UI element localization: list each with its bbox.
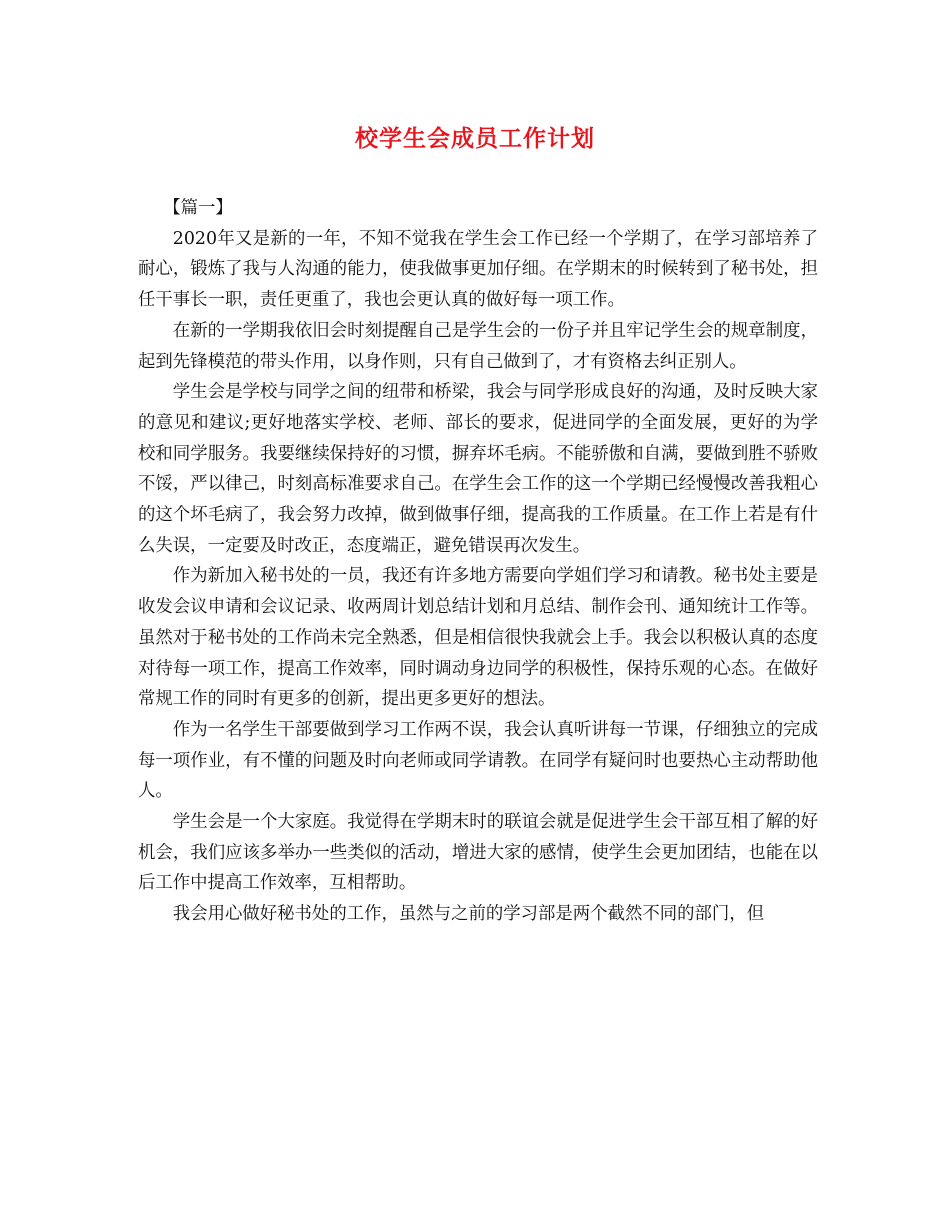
paragraph-5: 作为一名学生干部要做到学习工作两不误，我会认真听讲每一节课，仔细独立的完成每一项作业，有不懂的问题及时向老师或同学请教。在同学有疑问时也要热心主动帮助他人。 [138, 719, 818, 802]
document-body [138, 193, 818, 930]
paragraph-3: 学生会是学校与同学之间的纽带和桥梁，我会与同学形成良好的沟通，及时反映大家的意见和建议;更好地落实学校、老师、部长的要求，促进同学的全面发展，更好的为学校和同学服务。我要继续保持好的习惯，摒弃坏毛病。不能骄傲和自满，要做到胜不骄败不馁，严以律己，时刻高标准要求自己。在学生会工作的这一个学期已经慢慢改善我粗心的这个坏毛病了，我会努力改掉，做到做事仔细，提高我的工作质量。在工作上若是有什么失误，一定要及时改正，态度端正，避免错误再次发生。 [138, 382, 818, 556]
section-heading: 【篇一】 [163, 198, 233, 218]
paragraph-6: 学生会是一个大家庭。我觉得在学期末时的联谊会就是促进学生会干部互相了解的好机会，我们应该多举办一些类似的活动，增进大家的感情，使学生会更加团结，也能在以后工作中提高工作效率，互相帮助。 [138, 812, 818, 894]
paragraph-2: 在新的一学期我依旧会时刻提醒自己是学生会的一份子并且牢记学生会的规章制度，起到先锋模范的带头作用，以身作则，只有自己做到了，才有资格去纠正别人。 [138, 320, 818, 372]
paragraph-7: 我会用心做好秘书处的工作，虽然与之前的学习部是两个截然不同的部门，但 [172, 904, 765, 925]
document-title: 校学生会成员工作计划 [355, 125, 595, 152]
paragraph-1: 2020年又是新的一年，不知不觉我在学生会工作已经一个学期了，在学习部培养了耐心，锻炼了我与人沟通的能力，使我做事更加仔细。在学期末的时候转到了秘书处，担任干事长一职，责任更重了，我也会更认真的做好每一项工作。 [138, 228, 818, 311]
paragraph-4: 作为新加入秘书处的一员，我还有许多地方需要向学姐们学习和请教。秘书处主要是收发会议申请和会议记录、收两周计划总结计划和月总结、制作会刊、通知统计工作等。虽然对于秘书处的工作尚未完全熟悉，但是相信很快我就会上手。我会以积极认真的态度对待每一项工作，提高工作效率，同时调动身边同学的积极性，保持乐观的心态。在做好常规工作的同时有更多的创新，提出更多更好的想法。 [138, 566, 818, 710]
